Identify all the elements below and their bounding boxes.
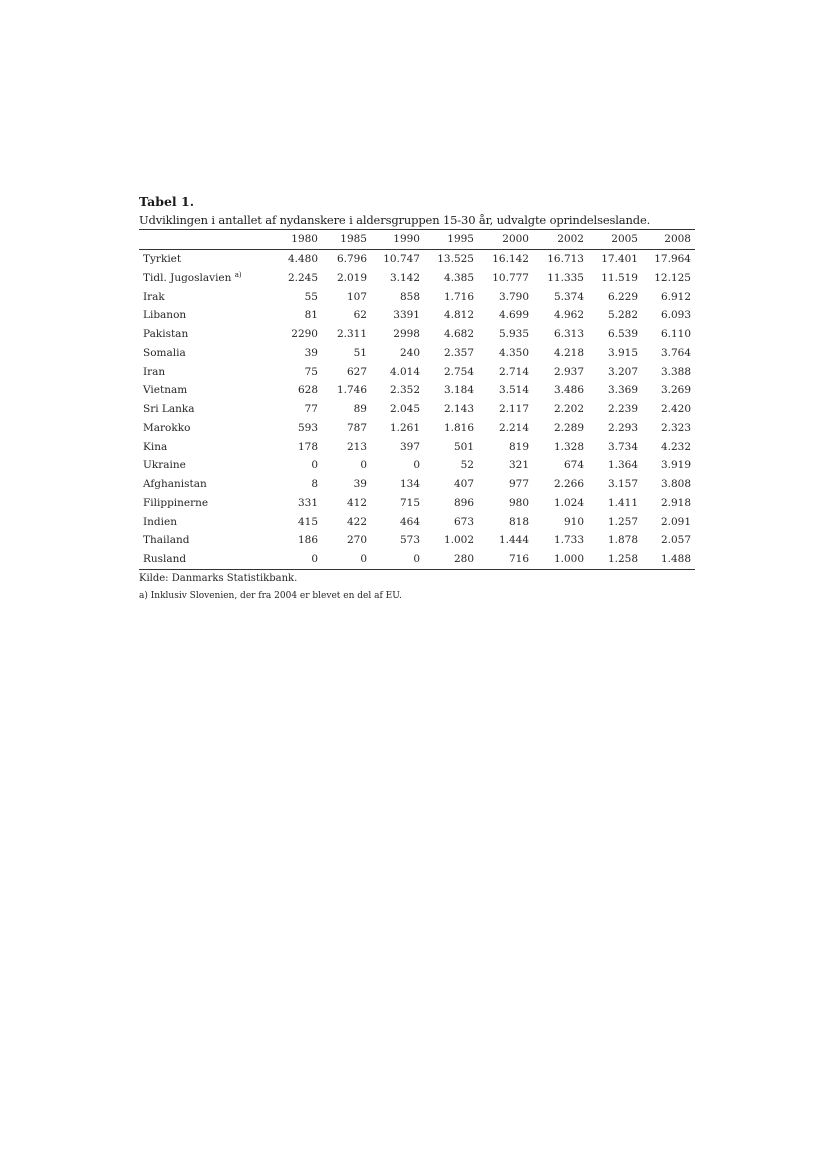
country-name: Thailand xyxy=(143,534,190,547)
column-header: 2002 xyxy=(557,233,584,245)
table-cell: 715 xyxy=(399,496,420,509)
table-cell: 0 xyxy=(360,553,367,565)
table-cell: 673 xyxy=(453,515,474,528)
table-row xyxy=(139,381,695,400)
table-cell: 6.539 xyxy=(607,328,638,340)
table-cell: 8 xyxy=(311,478,318,490)
table-cell: 4.350 xyxy=(498,346,529,359)
table-cell: 1.488 xyxy=(660,553,691,565)
table-row xyxy=(139,400,695,419)
table-cell: 2.754 xyxy=(443,365,474,378)
table-cell: 2.057 xyxy=(660,534,691,547)
table-row xyxy=(139,306,695,325)
source-note: Kilde: Danmarks Statistikbank. xyxy=(139,572,298,584)
table-cell: 1.444 xyxy=(498,534,529,547)
table-cell: 52 xyxy=(460,459,474,472)
table-cell: 4.682 xyxy=(443,328,474,340)
table-cell: 331 xyxy=(297,496,318,509)
country-name: Afghanistan xyxy=(143,478,207,490)
table-cell: 980 xyxy=(508,496,529,509)
column-header: 1985 xyxy=(340,233,367,245)
table-row xyxy=(139,513,695,532)
table-cell: 107 xyxy=(346,290,367,303)
table-cell: 422 xyxy=(346,515,367,528)
table-cell: 39 xyxy=(353,478,367,490)
table-cell: 213 xyxy=(346,440,367,453)
table-cell: 2.019 xyxy=(336,271,367,284)
country-name: Rusland xyxy=(143,553,187,565)
table-cell: 2.266 xyxy=(553,478,584,490)
row-label xyxy=(139,288,273,307)
table-cell: 2.420 xyxy=(660,403,691,415)
header-row xyxy=(139,230,695,250)
table-cell: 3.808 xyxy=(660,478,691,490)
table-row xyxy=(139,419,695,438)
table-row xyxy=(139,288,695,307)
country-name: Somalia xyxy=(143,346,186,359)
row-label xyxy=(139,513,273,532)
table-cell: 2.352 xyxy=(389,384,420,397)
table-cell: 6.093 xyxy=(660,309,691,322)
table-cell: 2.239 xyxy=(607,403,638,415)
table-cell: 818 xyxy=(508,515,529,528)
table-cell: 3.915 xyxy=(607,346,638,359)
row-label xyxy=(139,531,273,550)
row-label xyxy=(139,475,273,494)
row-label xyxy=(139,344,273,363)
table-cell: 4.385 xyxy=(443,271,474,284)
table-row xyxy=(139,325,695,344)
row-label xyxy=(139,456,273,475)
table-cell: 407 xyxy=(453,478,474,490)
row-label xyxy=(139,250,273,269)
table-cell: 77 xyxy=(304,403,318,415)
table-cell: 6.229 xyxy=(607,290,638,303)
table-cell: 16.713 xyxy=(547,253,584,265)
table-cell: 321 xyxy=(508,459,529,472)
table-cell: 75 xyxy=(304,365,318,378)
table-block xyxy=(139,193,695,603)
table-cell: 6.313 xyxy=(553,328,584,340)
country-name: Pakistan xyxy=(143,328,189,340)
table-cell: 1.257 xyxy=(607,515,638,528)
table-cell: 6.912 xyxy=(660,290,691,303)
country-name: Kina xyxy=(143,440,168,453)
table-cell: 3.764 xyxy=(660,346,691,359)
table-cell: 6.796 xyxy=(336,253,367,265)
table-cell: 240 xyxy=(399,346,420,359)
column-header: 2000 xyxy=(502,233,529,245)
table-cell: 16.142 xyxy=(492,253,529,265)
table-cell: 674 xyxy=(563,459,584,472)
table-cell: 270 xyxy=(346,534,367,547)
table-cell: 3.388 xyxy=(660,365,691,378)
table-cell: 5.374 xyxy=(553,290,584,303)
table-cell: 13.525 xyxy=(437,253,474,265)
table-cell: 39 xyxy=(304,346,318,359)
table-cell: 2998 xyxy=(393,328,420,340)
table-cell: 0 xyxy=(413,459,420,472)
table-cell: 17.964 xyxy=(654,253,691,265)
table-cell: 910 xyxy=(563,515,584,528)
country-name: Irak xyxy=(143,290,165,303)
table-cell: 1.024 xyxy=(553,496,584,509)
table-cell: 415 xyxy=(297,515,318,528)
table-cell: 593 xyxy=(297,421,318,434)
table-row xyxy=(139,531,695,550)
country-name: Tyrkiet xyxy=(143,253,182,265)
table-row xyxy=(139,269,695,288)
row-label xyxy=(139,494,273,513)
table-cell: 3.207 xyxy=(607,365,638,378)
table-cell: 2.937 xyxy=(553,365,584,378)
table-cell: 4.699 xyxy=(498,309,529,322)
table-cell: 1.716 xyxy=(443,290,474,303)
column-header: 1990 xyxy=(393,233,420,245)
table-cell: 1.733 xyxy=(553,534,584,547)
table-cell: 1.364 xyxy=(607,459,638,472)
table-row xyxy=(139,475,695,494)
row-label xyxy=(139,306,273,325)
table-cell: 2.357 xyxy=(443,346,474,359)
table-cell: 17.401 xyxy=(601,253,638,265)
footnote-marker: a) xyxy=(234,270,242,279)
country-name: Filippinerne xyxy=(143,496,209,509)
table-cell: 11.519 xyxy=(601,271,638,284)
country-name: Vietnam xyxy=(143,384,188,397)
row-label xyxy=(139,381,273,400)
country-name: Marokko xyxy=(143,421,191,434)
table-row xyxy=(139,250,695,269)
table-cell: 3.790 xyxy=(498,290,529,303)
table-cell: 2.245 xyxy=(287,271,318,284)
column-header: 1995 xyxy=(447,233,474,245)
table-cell: 716 xyxy=(508,553,529,565)
table-cell: 2.311 xyxy=(336,328,367,340)
row-label xyxy=(139,438,273,457)
table-cell: 4.014 xyxy=(389,365,420,378)
table-cell: 3.919 xyxy=(660,459,691,472)
footnote: a) Inklusiv Slovenien, der fra 2004 er blevet en del af EU. xyxy=(139,590,402,601)
table-cell: 628 xyxy=(297,384,318,397)
table-cell: 4.962 xyxy=(553,309,584,322)
table-cell: 280 xyxy=(453,553,474,565)
table-cell: 4.480 xyxy=(287,253,318,265)
table-cell: 0 xyxy=(311,553,318,565)
table-cell: 4.218 xyxy=(553,346,584,359)
table-cell: 501 xyxy=(453,440,474,453)
table-cell: 10.777 xyxy=(492,271,529,284)
table-cell: 2.323 xyxy=(660,421,691,434)
table-row xyxy=(139,438,695,457)
table-cell: 3.157 xyxy=(607,478,638,490)
table-cell: 2.289 xyxy=(553,421,584,434)
table-row xyxy=(139,550,695,569)
table-cell: 1.002 xyxy=(443,534,474,547)
table-cell: 2.143 xyxy=(443,403,474,415)
country-name: Sri Lanka xyxy=(143,403,195,415)
table-cell: 2.091 xyxy=(660,515,691,528)
country-name: Indien xyxy=(143,515,177,528)
table-cell: 12.125 xyxy=(654,271,691,284)
table-cell: 3.734 xyxy=(607,440,638,453)
table-cell: 3.269 xyxy=(660,384,691,397)
table-cell: 3.369 xyxy=(607,384,638,397)
table-cell: 3.184 xyxy=(443,384,474,397)
table-cell: 0 xyxy=(311,459,318,472)
table-cell: 412 xyxy=(346,496,367,509)
row-label xyxy=(139,363,273,382)
table-cell: 2.714 xyxy=(498,365,529,378)
country-name: Ukraine xyxy=(143,459,186,472)
country-name: Libanon xyxy=(143,309,187,322)
table-cell: 464 xyxy=(399,515,420,528)
table-row xyxy=(139,363,695,382)
table-cell: 3.142 xyxy=(389,271,420,284)
table-cell: 3391 xyxy=(393,309,420,322)
table-cell: 4.232 xyxy=(660,440,691,453)
table-row xyxy=(139,456,695,475)
table-cell: 5.935 xyxy=(498,328,529,340)
country-name: Iran xyxy=(143,365,166,378)
table-cell: 1.261 xyxy=(389,421,420,434)
table-cell: 6.110 xyxy=(660,328,691,340)
table-row xyxy=(139,344,695,363)
table-cell: 134 xyxy=(399,478,420,490)
table-cell: 89 xyxy=(353,403,367,415)
table-cell: 0 xyxy=(413,553,420,565)
table-caption: Udviklingen i antallet af nydanskere i aldersgruppen 15-30 år, udvalgte oprindelseslande. xyxy=(139,213,651,227)
table-cell: 0 xyxy=(360,459,367,472)
column-header: 2005 xyxy=(611,233,638,245)
row-label xyxy=(139,325,273,344)
table-cell: 3.486 xyxy=(553,384,584,397)
table-cell: 858 xyxy=(399,290,420,303)
table-cell: 977 xyxy=(508,478,529,490)
table-cell: 178 xyxy=(297,440,318,453)
table-cell: 787 xyxy=(346,421,367,434)
table-cell: 1.328 xyxy=(553,440,584,453)
column-header: 1980 xyxy=(291,233,318,245)
column-header: 2008 xyxy=(664,233,691,245)
table-cell: 2.918 xyxy=(660,496,691,509)
data-table xyxy=(139,229,695,570)
table-cell: 2.045 xyxy=(389,403,420,415)
table-cell: 1.258 xyxy=(607,553,638,565)
table-title: Tabel 1. xyxy=(139,194,195,209)
table-cell: 62 xyxy=(353,309,367,322)
country-name: Tidl. Jugoslavien xyxy=(143,271,232,284)
table-cell: 627 xyxy=(346,365,367,378)
row-label xyxy=(139,550,273,569)
table-cell: 2.293 xyxy=(607,421,638,434)
table-cell: 1.878 xyxy=(607,534,638,547)
table-row xyxy=(139,494,695,513)
table-cell: 397 xyxy=(399,440,420,453)
table-cell: 2.214 xyxy=(498,421,529,434)
table-cell: 2.202 xyxy=(553,403,584,415)
table-cell: 11.335 xyxy=(547,271,584,284)
header-corner xyxy=(139,230,273,250)
table-body xyxy=(139,250,695,570)
table-cell: 186 xyxy=(297,534,318,547)
table-cell: 2290 xyxy=(291,328,318,340)
row-label xyxy=(139,419,273,438)
table-cell: 2.117 xyxy=(498,403,529,415)
row-label xyxy=(139,269,273,288)
table-cell: 1.000 xyxy=(553,553,584,565)
table-cell: 573 xyxy=(399,534,420,547)
table-cell: 1.816 xyxy=(443,421,474,434)
table-cell: 1.746 xyxy=(336,384,367,397)
table-cell: 4.812 xyxy=(443,309,474,322)
table-cell: 55 xyxy=(304,290,318,303)
table-cell: 10.747 xyxy=(383,253,420,265)
table-cell: 819 xyxy=(508,440,529,453)
table-cell: 51 xyxy=(353,346,367,359)
table-cell: 3.514 xyxy=(498,384,529,397)
row-label xyxy=(139,400,273,419)
table-cell: 5.282 xyxy=(607,309,638,322)
table-cell: 1.411 xyxy=(607,496,638,509)
table-cell: 896 xyxy=(453,496,474,509)
table-cell: 81 xyxy=(304,309,318,322)
